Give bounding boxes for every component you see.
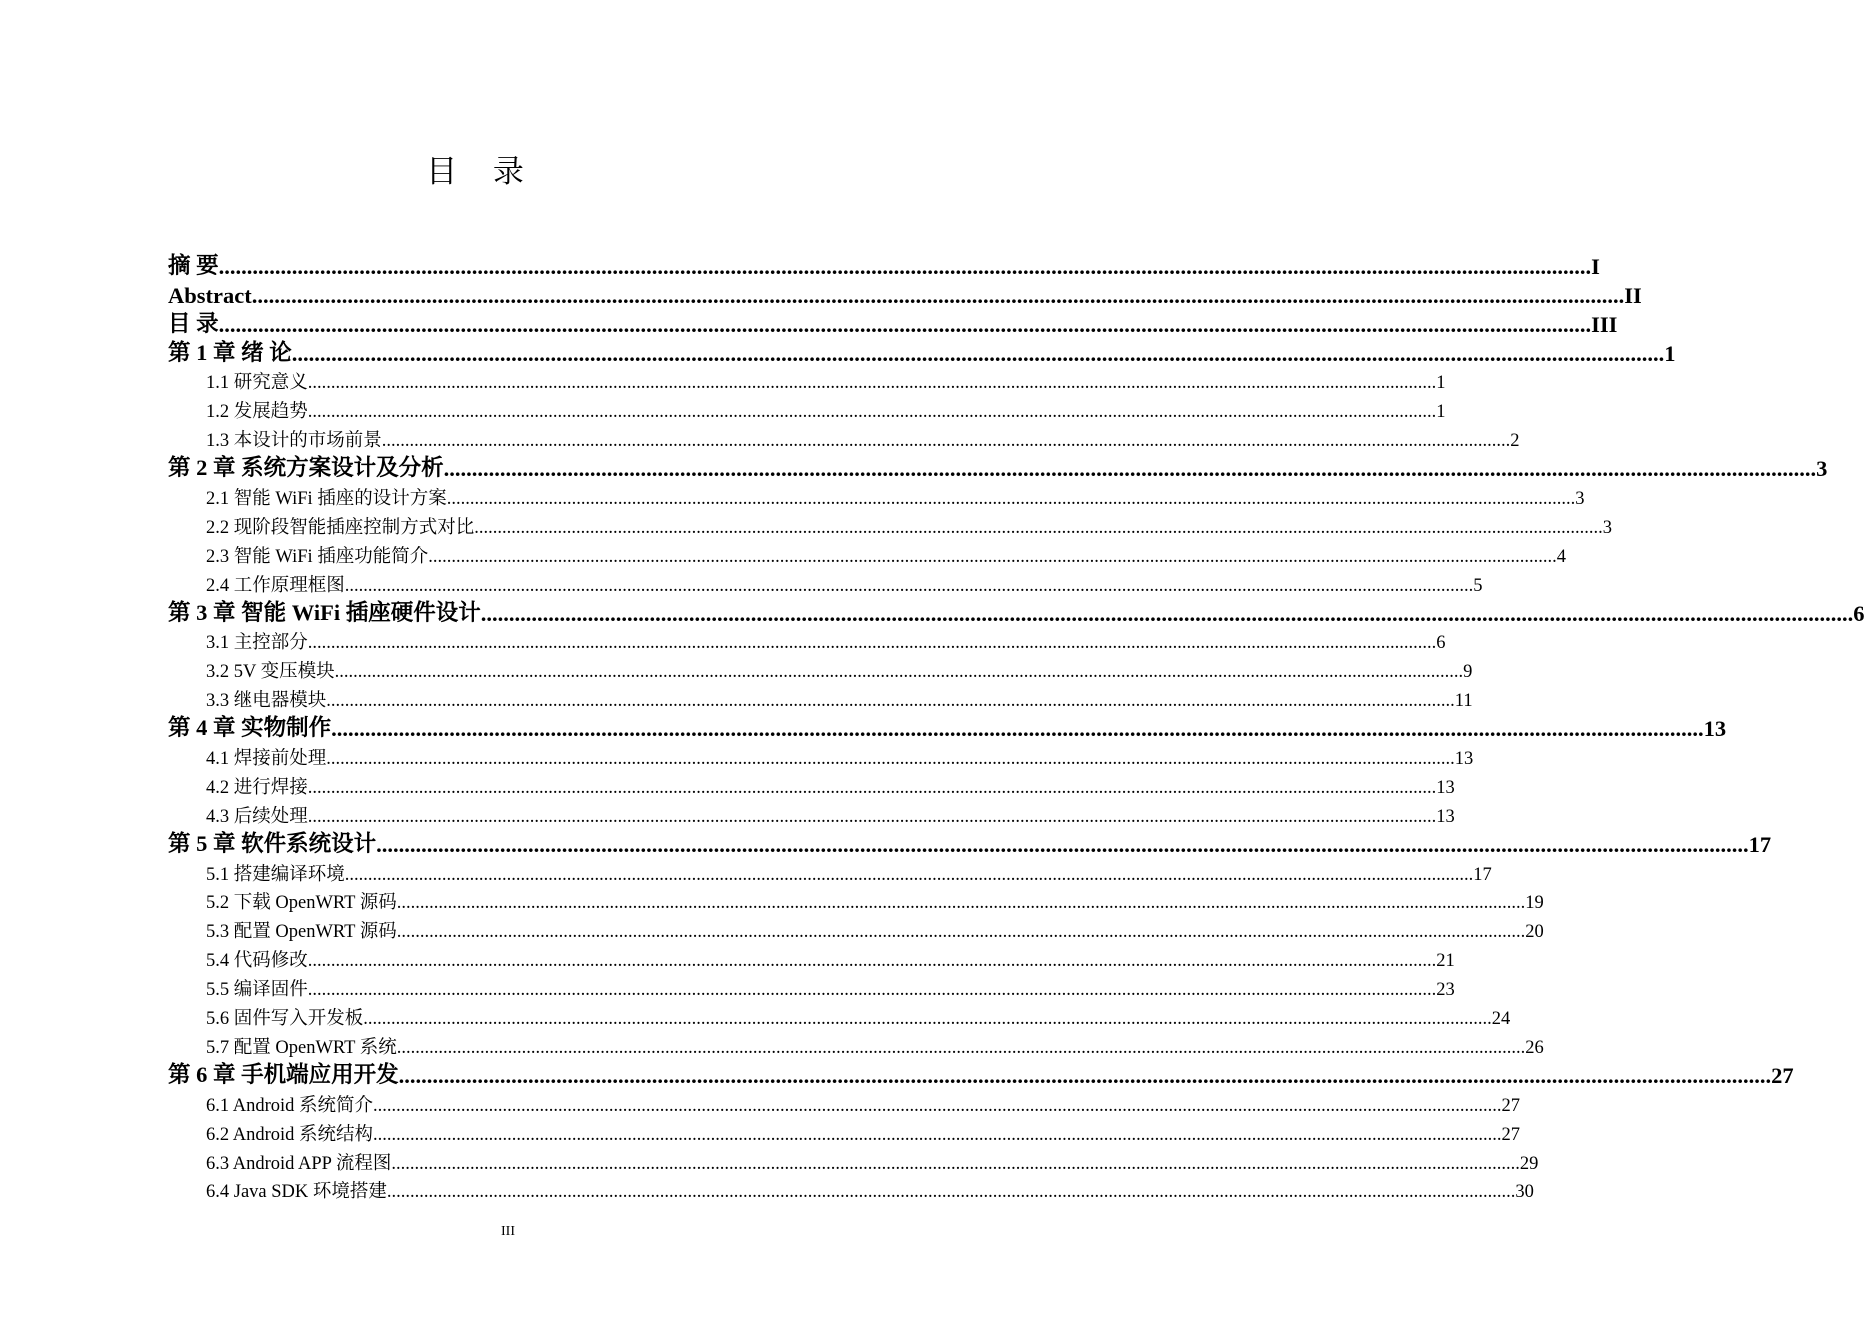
toc-leader-dots: .................................................................................................................................................................................................................................................... bbox=[474, 517, 1603, 538]
toc-leader-dots: .................................................................................................................................................................................................................................................... bbox=[307, 777, 1437, 798]
toc-entry-page: 23 bbox=[1436, 980, 1455, 1001]
toc-section-entry[interactable] bbox=[168, 1031, 1544, 1060]
toc-section-entry[interactable] bbox=[168, 800, 1455, 829]
toc-entry-page: 2 bbox=[1510, 431, 1520, 452]
toc-leader-dots: .................................................................................................................................................................................................................................................... bbox=[326, 749, 1455, 770]
toc-entry-page: 21 bbox=[1436, 951, 1455, 972]
toc-entry-label: 5.6 固件写入开发板 bbox=[206, 1009, 364, 1030]
toc-entry-page: 1 bbox=[1664, 340, 1676, 366]
toc-section-entry[interactable] bbox=[168, 887, 1544, 916]
toc-leader-dots: .................................................................................................................................................................................................................................................... bbox=[307, 373, 1437, 394]
toc-section-entry[interactable] bbox=[168, 1089, 1521, 1118]
toc-entry-page: 27 bbox=[1501, 1124, 1521, 1145]
toc-leader-dots: .................................................................................................................................................................................................................................................... bbox=[307, 980, 1437, 1001]
toc-section-entry[interactable] bbox=[168, 858, 1492, 887]
toc-chapter-entry[interactable] bbox=[168, 829, 1772, 858]
toc-entry-page: 13 bbox=[1436, 806, 1455, 827]
toc-entry-page: 17 bbox=[1473, 864, 1492, 885]
toc-leader-dots: .................................................................................................................................................................................................................................................... bbox=[396, 1037, 1526, 1058]
toc-section-entry[interactable] bbox=[168, 1002, 1511, 1031]
toc-entry-page: 3 bbox=[1602, 517, 1613, 538]
toc-chapter-entry[interactable] bbox=[168, 338, 1676, 367]
toc-section-entry[interactable] bbox=[168, 424, 1520, 453]
toc-entry-label: 6.1 Android 系统简介 bbox=[206, 1095, 374, 1116]
toc-entry-label: 第 1 章 绪 论 bbox=[168, 339, 292, 365]
toc-entry-page: 1 bbox=[1436, 373, 1446, 394]
toc-entry-label: 5.3 配置 OpenWRT 源码 bbox=[206, 922, 397, 943]
toc-entry-label: 5.5 编译固件 bbox=[206, 980, 308, 1001]
toc-leader-dots: .................................................................................................................................................................................................................................................... bbox=[331, 716, 1704, 742]
toc-leader-dots: .................................................................................................................................................................................................................................................... bbox=[373, 1095, 1502, 1116]
toc-section-entry[interactable] bbox=[168, 367, 1446, 396]
toc-entry-label: 摘 要 bbox=[168, 252, 219, 278]
toc-entry-page: 11 bbox=[1454, 691, 1473, 712]
toc-entry-label: 第 5 章 软件系统设计 bbox=[168, 830, 377, 856]
toc-chapter-entry[interactable] bbox=[168, 713, 1727, 742]
toc-leader-dots: .................................................................................................................................................................................................................................................... bbox=[307, 806, 1437, 827]
toc-chapter-entry[interactable] bbox=[168, 309, 1618, 338]
toc-leader-dots: .................................................................................................................................................................................................................................................... bbox=[344, 575, 1474, 596]
toc-entry-page: 29 bbox=[1519, 1153, 1539, 1174]
toc-section-entry[interactable] bbox=[168, 944, 1455, 973]
toc-leader-dots: .................................................................................................................................................................................................................................................... bbox=[398, 1062, 1772, 1088]
toc-entry-label: 6.4 Java SDK 环境搭建 bbox=[206, 1182, 387, 1203]
toc-entry-page: 13 bbox=[1703, 716, 1727, 742]
toc-section-entry[interactable] bbox=[168, 655, 1473, 684]
toc-section-entry[interactable] bbox=[168, 511, 1613, 540]
table-of-contents bbox=[168, 251, 1864, 1204]
toc-entry-label: 4.1 焊接前处理 bbox=[206, 749, 327, 770]
toc-entry-label: 第 6 章 手机端应用开发 bbox=[168, 1061, 399, 1087]
toc-entry-page: 13 bbox=[1436, 777, 1455, 798]
toc-section-entry[interactable] bbox=[168, 1176, 1534, 1205]
toc-entry-label: 1.2 发展趋势 bbox=[206, 402, 308, 423]
toc-entry-label: 6.3 Android APP 流程图 bbox=[206, 1153, 392, 1174]
toc-entry-page: 17 bbox=[1748, 831, 1772, 857]
toc-entry-label: Abstract bbox=[168, 282, 252, 308]
toc-chapter-entry[interactable] bbox=[168, 1060, 1794, 1089]
toc-entry-label: 目 录 bbox=[168, 310, 219, 336]
toc-entry-label: 2.4 工作原理框图 bbox=[206, 575, 345, 596]
toc-entry-page: 13 bbox=[1454, 749, 1474, 770]
toc-leader-dots: .................................................................................................................................................................................................................................................... bbox=[373, 1124, 1502, 1145]
toc-chapter-entry[interactable] bbox=[168, 598, 1864, 627]
toc-entry-label: 1.1 研究意义 bbox=[206, 373, 308, 394]
toc-entry-label: 3.3 继电器模块 bbox=[206, 691, 327, 712]
toc-leader-dots: .................................................................................................................................................................................................................................................... bbox=[334, 662, 1464, 683]
toc-entry-page: 20 bbox=[1525, 922, 1544, 943]
toc-entry-label: 5.4 代码修改 bbox=[206, 951, 308, 972]
toc-section-entry[interactable] bbox=[168, 395, 1446, 424]
toc-leader-dots: .................................................................................................................................................................................................................................................... bbox=[363, 1009, 1492, 1030]
page-number: III bbox=[501, 1224, 515, 1239]
toc-leader-dots: .................................................................................................................................................................................................................................................... bbox=[396, 922, 1526, 943]
toc-section-entry[interactable] bbox=[168, 973, 1455, 1002]
toc-leader-dots: .................................................................................................................................................................................................................................................... bbox=[307, 633, 1437, 654]
toc-leader-dots: .................................................................................................................................................................................................................................................... bbox=[291, 340, 1665, 366]
toc-section-entry[interactable] bbox=[168, 684, 1473, 713]
toc-entry-label: 第 4 章 实物制作 bbox=[168, 715, 332, 741]
toc-entry-page: 24 bbox=[1491, 1009, 1511, 1030]
toc-entry-label: 5.2 下载 OpenWRT 源码 bbox=[206, 893, 397, 914]
toc-entry-label: 5.1 搭建编译环境 bbox=[206, 864, 345, 885]
toc-leader-dots: .................................................................................................................................................................................................................................................... bbox=[386, 1182, 1516, 1203]
toc-chapter-entry[interactable] bbox=[168, 453, 1828, 482]
toc-entry-label: 4.2 进行焊接 bbox=[206, 777, 308, 798]
toc-entry-page: 26 bbox=[1525, 1037, 1544, 1058]
toc-entry-label: 1.3 本设计的市场前景 bbox=[206, 431, 382, 452]
toc-entry-label: 3.1 主控部分 bbox=[206, 633, 308, 654]
toc-chapter-entry[interactable] bbox=[168, 280, 1642, 309]
toc-leader-dots: .................................................................................................................................................................................................................................................... bbox=[480, 600, 1854, 626]
toc-entry-label: 2.2 现阶段智能插座控制方式对比 bbox=[206, 517, 475, 538]
toc-leader-dots: .................................................................................................................................................................................................................................................... bbox=[344, 864, 1474, 885]
toc-entry-page: 6 bbox=[1853, 600, 1864, 626]
toc-leader-dots: .................................................................................................................................................................................................................................................... bbox=[443, 456, 1817, 482]
toc-entry-page: II bbox=[1624, 282, 1642, 308]
toc-leader-dots: .................................................................................................................................................................................................................................................... bbox=[446, 489, 1576, 510]
toc-leader-dots: .................................................................................................................................................................................................................................................... bbox=[251, 282, 1625, 308]
toc-section-entry[interactable] bbox=[168, 482, 1585, 511]
toc-entry-page: 4 bbox=[1556, 546, 1567, 567]
toc-entry-page: I bbox=[1591, 253, 1600, 279]
toc-chapter-entry[interactable] bbox=[168, 251, 1600, 280]
toc-section-entry[interactable] bbox=[168, 540, 1567, 569]
toc-entry-page: 5 bbox=[1473, 575, 1483, 596]
toc-section-entry[interactable] bbox=[168, 1147, 1539, 1176]
toc-entry-page: 3 bbox=[1575, 489, 1585, 510]
toc-entry-page: 27 bbox=[1771, 1062, 1794, 1088]
toc-section-entry[interactable] bbox=[168, 569, 1483, 598]
toc-entry-page: 30 bbox=[1515, 1182, 1534, 1203]
toc-entry-page: 9 bbox=[1463, 662, 1473, 683]
toc-entry-label: 第 3 章 智能 WiFi 插座硬件设计 bbox=[168, 599, 481, 625]
toc-entry-label: 4.3 后续处理 bbox=[206, 806, 308, 827]
toc-entry-label: 3.2 5V 变压模块 bbox=[206, 662, 335, 683]
toc-entry-page: 6 bbox=[1436, 633, 1446, 654]
toc-leader-dots: .................................................................................................................................................................................................................................................... bbox=[396, 893, 1526, 914]
toc-entry-label: 第 2 章 系统方案设计及分析 bbox=[168, 455, 444, 481]
toc-entry-page: 3 bbox=[1816, 456, 1828, 482]
toc-section-entry[interactable] bbox=[168, 915, 1544, 944]
toc-leader-dots: .................................................................................................................................................................................................................................................... bbox=[376, 831, 1749, 857]
toc-leader-dots: .................................................................................................................................................................................................................................................... bbox=[218, 311, 1592, 337]
toc-entry-page: 19 bbox=[1525, 893, 1544, 914]
toc-section-entry[interactable] bbox=[168, 771, 1455, 800]
toc-entry-page: 1 bbox=[1436, 402, 1446, 423]
toc-entry-label: 2.1 智能 WiFi 插座的设计方案 bbox=[206, 489, 447, 510]
toc-section-entry[interactable] bbox=[168, 627, 1446, 656]
toc-entry-page: 27 bbox=[1501, 1095, 1521, 1116]
toc-entry-label: 5.7 配置 OpenWRT 系统 bbox=[206, 1037, 397, 1058]
toc-leader-dots: .................................................................................................................................................................................................................................................... bbox=[381, 431, 1511, 452]
toc-entry-label: 6.2 Android 系统结构 bbox=[206, 1124, 374, 1145]
toc-leader-dots: .................................................................................................................................................................................................................................................... bbox=[307, 402, 1437, 423]
toc-section-entry[interactable] bbox=[168, 1118, 1521, 1147]
toc-leader-dots: .................................................................................................................................................................................................................................................... bbox=[428, 546, 1557, 567]
toc-leader-dots: .................................................................................................................................................................................................................................................... bbox=[326, 691, 1455, 712]
page-title: 目 录 bbox=[426, 154, 538, 189]
toc-leader-dots: .................................................................................................................................................................................................................................................... bbox=[307, 951, 1437, 972]
toc-entry-label: 2.3 智能 WiFi 插座功能简介 bbox=[206, 546, 429, 567]
toc-leader-dots: .................................................................................................................................................................................................................................................... bbox=[391, 1153, 1520, 1174]
toc-leader-dots: .................................................................................................................................................................................................................................................... bbox=[218, 253, 1592, 279]
toc-entry-page: III bbox=[1591, 311, 1618, 337]
toc-section-entry[interactable] bbox=[168, 742, 1474, 771]
